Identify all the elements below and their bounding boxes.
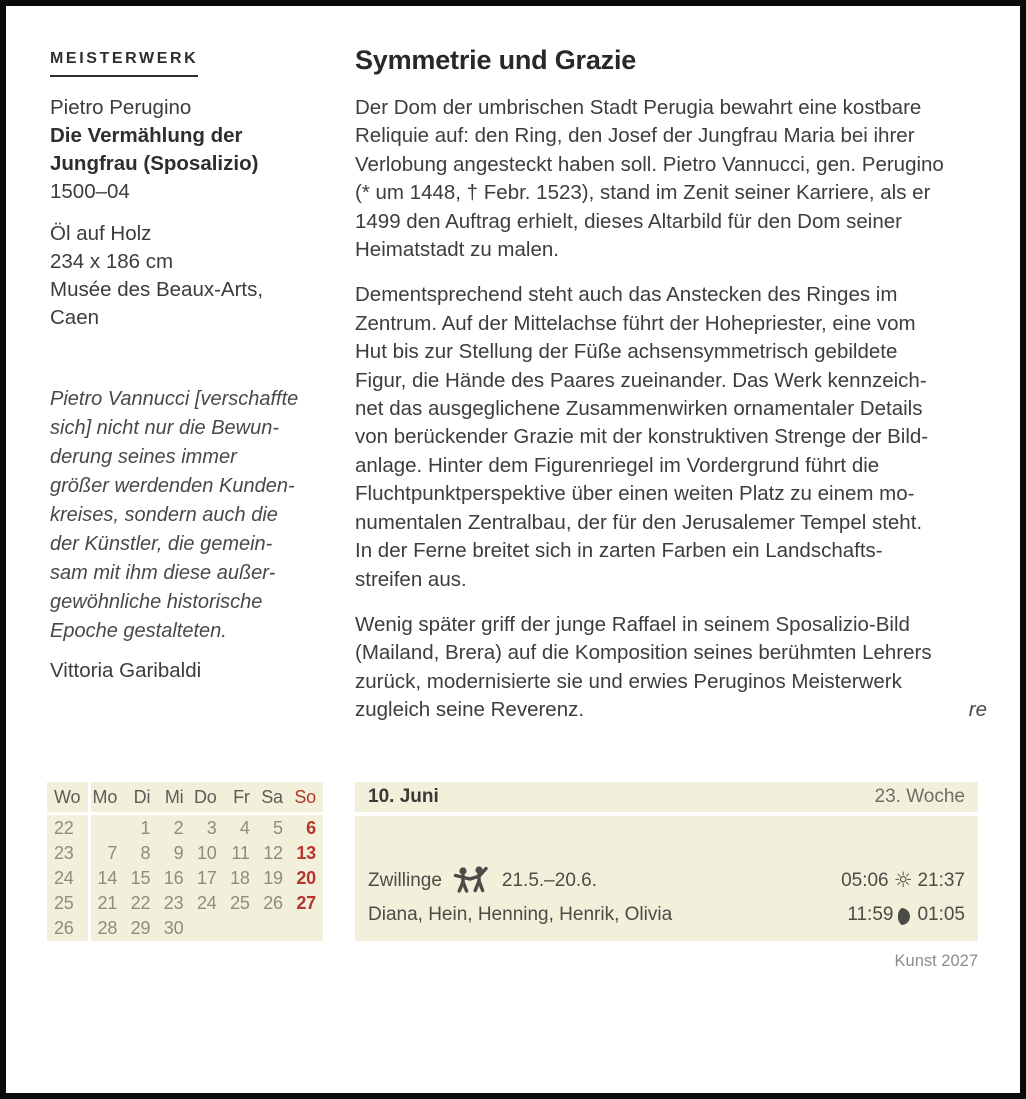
article-line: Verlobung angesteckt haben soll. Pietro Vannucci, gen. Perugino: [355, 152, 944, 176]
quote-line: kreises, sondern auch die: [50, 504, 278, 526]
article-title: Symmetrie und Grazie: [355, 45, 637, 75]
article-line: Hut bis zur Stellung der Füße achsensymmetrisch gebildete: [355, 340, 898, 364]
quote-line: sam mit ihm diese außer-: [50, 562, 276, 584]
quote-line: Pietro Vannucci [verschaffte: [50, 388, 299, 410]
article-line: In der Ferne breitet sich in zarten Farben ein Landschafts-: [355, 539, 883, 563]
artwork-meta: [50, 94, 350, 206]
calendar-day-cell: 30: [163, 918, 184, 938]
calendar-day-cell: 3: [206, 818, 217, 838]
calendar-day-cell: 16: [163, 868, 184, 888]
day-header-cell: Fr: [233, 786, 250, 807]
calendar-day-cell: 23: [163, 893, 184, 913]
calendar-day-cell: 17: [196, 868, 217, 888]
moonrise-time: 11:59: [847, 904, 894, 925]
zodiac-row: [368, 863, 965, 899]
calendar-day-cell: 9: [173, 843, 184, 863]
calendar-day-cell: 20: [296, 868, 316, 888]
day-header-cell: Di: [133, 786, 151, 807]
mini-month-calendar: [47, 782, 323, 941]
calendar-day-cell: 1: [140, 818, 151, 838]
quote-attribution: Vittoria Garibaldi: [50, 659, 202, 682]
museum-line: Musée des Beaux-Arts,: [50, 278, 264, 301]
day-header-cell: Mo: [92, 786, 118, 807]
calendar-day-cell: 7: [107, 843, 118, 863]
calendar-week-number: 23: [54, 843, 74, 863]
calendar-day-cell: 11: [231, 843, 250, 863]
artwork-title-line: Die Vermählung der: [50, 124, 243, 147]
calendar-day-cell: 15: [130, 868, 151, 888]
calendar-week-number: 25: [54, 893, 74, 913]
calendar-day-cell: 6: [306, 818, 316, 838]
section-label: MEISTERWERK: [50, 50, 198, 77]
article-paragraphs: [355, 94, 987, 725]
day-header-cell: Do: [193, 786, 217, 807]
day-header-cell: Mi: [164, 786, 184, 807]
article-line: Der Dom der umbrischen Stadt Perugia bewahrt eine kostbare: [355, 96, 922, 119]
namedays-row: [368, 899, 965, 931]
article-line: von berückender Grazie mit der konstruktiven Strenge der Bild-: [355, 425, 929, 449]
zodiac-label: Zwillinge: [368, 870, 442, 891]
calendar-day-cell: 13: [296, 843, 316, 863]
artwork-title-line: Jungfrau (Sposalizio): [50, 152, 259, 175]
author-initials: re: [968, 698, 987, 722]
article-line: (* um 1448, † Febr. 1523), stand im Zenit seiner Karriere, als er: [355, 181, 931, 205]
artwork-info-column: [50, 50, 350, 683]
museum-line: Caen: [50, 306, 100, 329]
quote-block: [50, 385, 350, 646]
article-paragraph: [355, 94, 987, 264]
quote-line: Epoche gestalteten.: [50, 620, 227, 642]
article-line: zurück, modernisierte sie und erwies Peruginos Meisterwerk: [355, 669, 902, 693]
article: [355, 44, 987, 725]
calendar-day-cell: 4: [239, 818, 250, 838]
article-line: anlage. Hinter dem Figurenriegel im Vordergrund führt die: [355, 453, 880, 477]
artwork-details: [50, 220, 350, 332]
quote-line: derung seines immer: [50, 446, 237, 468]
calendar-day-cell: 21: [97, 893, 118, 913]
calendar-week-number: 24: [54, 868, 74, 888]
article-line: (Mailand, Brera) auf die Komposition seines berühmten Lehrers: [355, 641, 932, 665]
article-line: net das ausgeglichene Zusammenwirken ornamentaler Details: [355, 397, 923, 421]
sun-times: [841, 867, 965, 892]
article-line: Heimatstadt zu malen.: [355, 238, 559, 262]
calendar-day-cell: 25: [230, 893, 250, 913]
day-panel: [355, 782, 978, 941]
calendar-day-cell: 8: [140, 843, 151, 863]
moon-icon: [898, 907, 912, 926]
article-line: Fluchtpunktperspektive über einen weiten Platz zu einem mo-: [355, 482, 915, 506]
calendar-day-cell: 28: [97, 918, 118, 938]
moonset-time: 01:05: [917, 904, 965, 925]
article-paragraph: [355, 611, 987, 725]
calendar-day-cell: 19: [263, 868, 283, 888]
article-line: [355, 696, 987, 724]
calendar-day-cell: 29: [130, 918, 151, 938]
date-label: 10. Juni: [368, 786, 439, 807]
week-column-header: Wo: [47, 782, 88, 812]
day-header-cell: Sa: [261, 786, 283, 807]
calendar-day-cell: 24: [196, 893, 217, 913]
article-line: Dementsprechend steht auch das Anstecken des Ringes im: [355, 283, 898, 307]
moon-times: [847, 904, 965, 926]
week-number-label: 23. Woche: [874, 786, 965, 807]
sunset-time: 21:37: [917, 870, 965, 891]
artwork-medium: Öl auf Holz: [50, 222, 152, 245]
calendar-week-number: 26: [54, 918, 74, 938]
calendar-week-number: 22: [54, 818, 74, 838]
article-line: numentalen Zentralbau, der für den Jerusalemer Tempel steht.: [355, 510, 923, 534]
artwork-dimensions: 234 x 186 cm: [50, 250, 174, 273]
article-paragraph: [355, 281, 987, 593]
artist-name: Pietro Perugino: [50, 96, 192, 119]
day-header-cell: So: [294, 786, 316, 807]
nameday-names: Diana, Hein, Henning, Henrik, Olivia: [368, 904, 673, 925]
calendar-day-cell: 26: [263, 893, 283, 913]
calendar-day-cell: 10: [196, 843, 217, 863]
article-line: 1499 den Auftrag erhielt, dieses Altarbild für den Dom seiner: [355, 209, 902, 233]
quote-line: sich] nicht nur die Bewun-: [50, 417, 280, 439]
calendar-day-cell: 5: [273, 818, 283, 838]
day-grid: [91, 815, 323, 941]
calendar-day-cell: 27: [296, 893, 316, 913]
calendar-day-cell: 2: [173, 818, 184, 838]
quote-line: größer werdenden Kunden-: [50, 475, 295, 497]
zodiac-range: 21.5.–20.6.: [501, 870, 598, 891]
quote-line: der Künstler, die gemein-: [50, 533, 273, 555]
week-numbers-column: [47, 815, 88, 941]
calendar-day-cell: 12: [263, 843, 283, 863]
article-line: Reliquie auf: den Ring, den Josef der Jungfrau Maria bei ihrer: [355, 124, 915, 148]
brand-label: Kunst 2027: [894, 952, 978, 970]
quote-line: gewöhnliche historische: [50, 591, 263, 613]
calendar-day-cell: 14: [97, 868, 118, 888]
day-panel-header: [355, 782, 978, 812]
article-line: Wenig später griff der junge Raffael in seinem Sposalizio-Bild: [355, 612, 910, 636]
article-line: Zentrum. Auf der Mittelachse führt der Hohepriester, eine vom: [355, 311, 916, 335]
sun-icon: ☼: [893, 867, 913, 892]
artwork-year: 1500–04: [50, 180, 130, 203]
article-line: streifen aus.: [355, 567, 467, 591]
gemini-icon: [451, 864, 493, 894]
zodiac-info: [368, 864, 597, 898]
calendar-day-cell: 22: [130, 893, 151, 913]
calendar-day-cell: 18: [230, 868, 250, 888]
day-headers-row: [91, 782, 323, 812]
sunrise-time: 05:06: [841, 870, 889, 891]
article-line-text: zugleich seine Reverenz.: [355, 698, 585, 722]
article-line: Figur, die Hände des Paares zueinander. Das Werk kennzeich-: [355, 368, 927, 392]
day-panel-body: [355, 816, 978, 941]
